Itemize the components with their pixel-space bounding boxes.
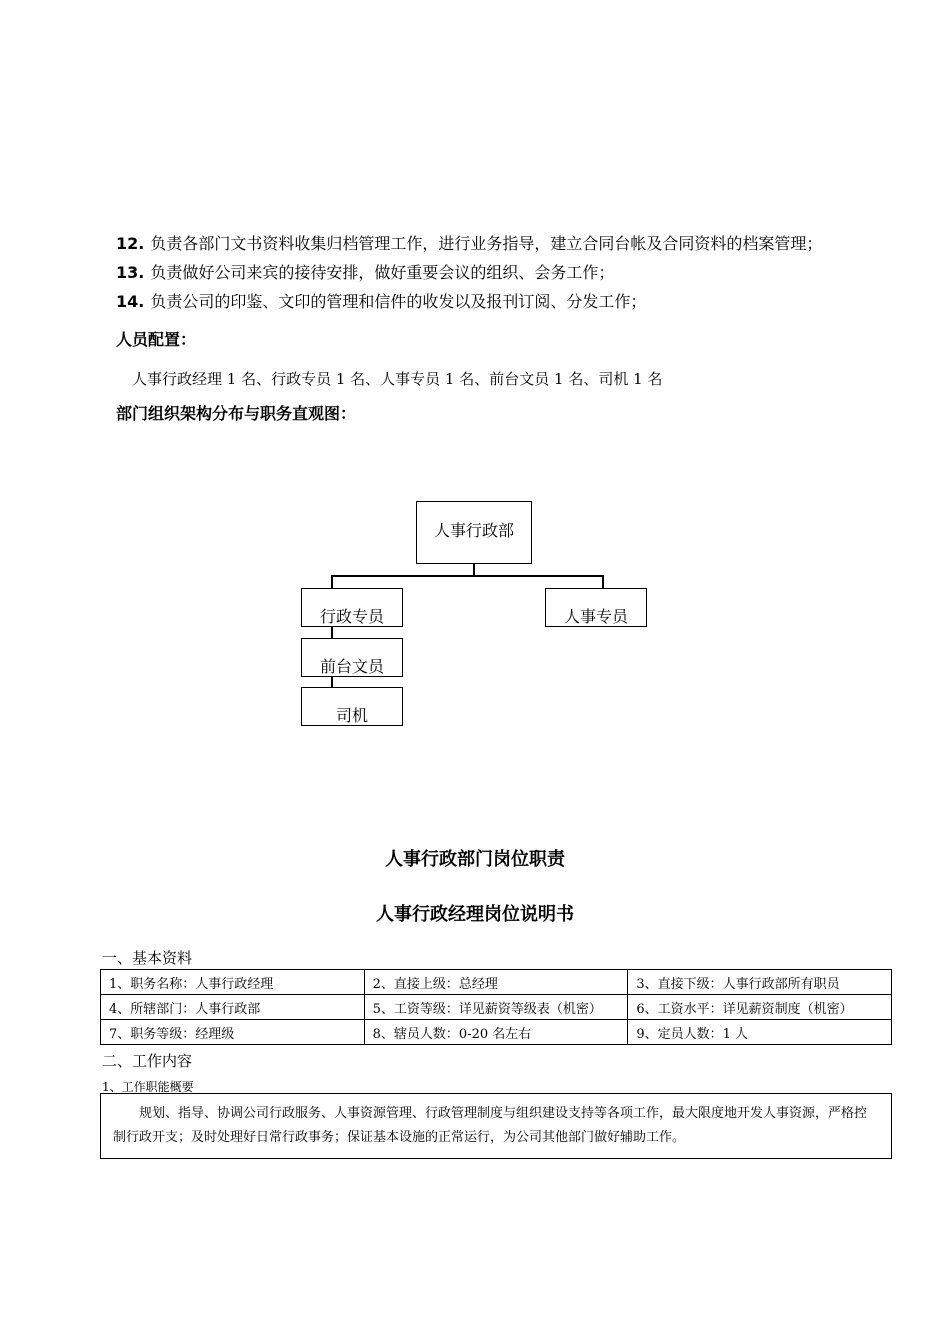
connector-line [331, 575, 333, 589]
duty-text: 负责各部门文书资料收集归档管理工作，进行业务指导，建立合同台帐及合同资料的档案管理； [150, 234, 823, 253]
org-box-hr: 人事专员 [545, 588, 647, 627]
duty-text: 负责做好公司来宾的接待安排，做好重要会议的组织、会务工作； [150, 263, 615, 282]
staffing-heading: 人员配置： [116, 330, 197, 349]
info-table [100, 969, 892, 1045]
duty-item [116, 292, 646, 312]
duty-item [116, 263, 614, 283]
page-subtitle: 人事行政经理岗位说明书 [376, 904, 574, 925]
duty-text: 负责公司的印鉴、文印的管理和信件的收发以及报刊订阅、分发工作； [150, 292, 647, 311]
table-cell: 8、辖员人数：0-20 名左右 [364, 1020, 628, 1045]
table-cell: 9、定员人数：1 人 [628, 1020, 892, 1045]
duty-number: 13. [116, 263, 145, 282]
page-title: 人事行政部门岗位职责 [385, 849, 565, 870]
table-row [101, 995, 892, 1020]
summary-text: 规划、指导、协调公司行政服务、人事资源管理、行政管理制度与组织建设支持等各项工作，最大限度地开发人事资源，严格控制行政开支；及时处理好日常行政事务；保证基本设施的正常运行，为公司其他部门做好辅助工作。 [113, 1106, 868, 1145]
table-cell: 2、直接上级：总经理 [364, 970, 628, 995]
table-row [101, 970, 892, 995]
summary-box [100, 1093, 892, 1159]
org-chart-heading: 部门组织架构分布与职务直观图： [116, 404, 357, 423]
table-cell: 4、所辖部门：人事行政部 [101, 995, 365, 1020]
duty-item [116, 234, 822, 254]
org-box-admin: 行政专员 [301, 588, 403, 627]
duty-number: 12. [116, 234, 145, 253]
org-box-driver: 司机 [301, 687, 403, 726]
table-cell: 6、工资水平：详见薪资制度（机密） [628, 995, 892, 1020]
connector-line [602, 575, 604, 589]
duty-number: 14. [116, 292, 145, 311]
org-box-root: 人事行政部 [416, 501, 532, 564]
section-heading: 二、工作内容 [102, 1052, 193, 1070]
org-box-reception: 前台文员 [301, 638, 403, 677]
subsection-heading: 1、工作职能概要 [102, 1080, 194, 1094]
connector-line [331, 575, 604, 577]
table-cell: 3、直接下级：人事行政部所有职员 [628, 970, 892, 995]
table-cell: 5、工资等级：详见薪资等级表（机密） [364, 995, 628, 1020]
table-cell: 1、职务名称：人事行政经理 [101, 970, 365, 995]
section-heading: 一、基本资料 [102, 949, 193, 967]
staffing-text: 人事行政经理 1 名、行政专员 1 名、人事专员 1 名、前台文员 1 名、司机 1 名 [132, 370, 663, 388]
table-cell: 7、职务等级：经理级 [101, 1020, 365, 1045]
table-row [101, 1020, 892, 1045]
